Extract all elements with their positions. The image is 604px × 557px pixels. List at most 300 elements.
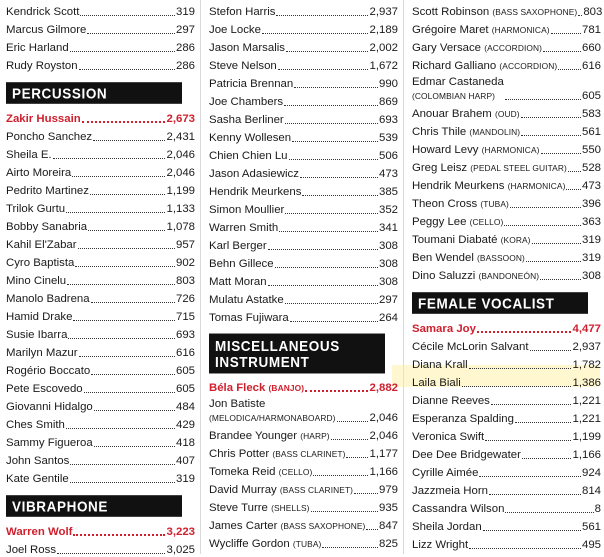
vote-count: 1,199: [572, 431, 601, 443]
dot-leader: [94, 410, 175, 411]
artist-name-text: Esperanza Spalding: [412, 413, 514, 425]
artist-name-text: Chien Chien Lu: [209, 150, 288, 162]
dot-leader: [300, 177, 378, 178]
artist-name-text: Veronica Swift: [412, 431, 485, 443]
category-header: VIBRAPHONE: [6, 495, 182, 517]
poll-entry: [0, 432, 198, 450]
poll-entry: [0, 288, 198, 306]
artist-name: [412, 322, 476, 336]
vote-count: 1,221: [572, 395, 601, 407]
dot-leader: [70, 464, 175, 465]
artist-name-text: Tomeka Reid: [209, 466, 276, 478]
dot-leader: [275, 267, 378, 268]
poll-entry: [203, 253, 401, 271]
dot-leader: [462, 386, 572, 387]
column-divider-1: [200, 0, 201, 554]
artist-name: [412, 466, 478, 480]
vote-count: 2,046: [166, 167, 195, 179]
vote-count: 2,002: [369, 42, 398, 54]
artist-name: [412, 143, 540, 157]
artist-name-text: John Santos: [6, 455, 70, 467]
poll-entry: [0, 234, 198, 252]
artist-name-text: Steve Turre: [209, 502, 268, 514]
poll-entry: [203, 91, 401, 109]
vote-count: 2,046: [369, 430, 398, 442]
artist-name: [6, 5, 79, 19]
artist-name: [412, 5, 577, 19]
instrument-label: (BASS CLARINET): [279, 485, 354, 495]
artist-name: [209, 429, 330, 443]
artist-name-text: Trilok Gurtu: [6, 203, 66, 215]
vote-count: 726: [175, 293, 195, 305]
dot-leader: [79, 356, 175, 357]
vote-count: 561: [581, 521, 601, 533]
artist-name-text: Chris Thile: [412, 126, 467, 138]
poll-entry: [406, 390, 604, 408]
vote-count: 2,431: [166, 131, 195, 143]
vote-count: 539: [378, 132, 398, 144]
dot-leader: [489, 494, 581, 495]
instrument-label: (SHELLS): [271, 503, 310, 513]
artist-name: [209, 275, 267, 289]
artist-name: [412, 161, 567, 175]
vote-count: 693: [378, 114, 398, 126]
artist-name: [209, 465, 312, 479]
artist-name: [412, 179, 565, 193]
dot-leader: [558, 69, 581, 70]
artist-name: [209, 239, 267, 253]
instrument-label: (BANDONEÓN): [478, 271, 540, 281]
poll-entry: [0, 270, 198, 288]
poll-entry: [203, 497, 401, 515]
dot-leader: [80, 15, 175, 16]
vote-count: 583: [581, 108, 601, 120]
vote-count: 407: [175, 455, 195, 467]
poll-entry: [0, 144, 198, 162]
artist-name: [209, 397, 336, 425]
poll-entry: [203, 73, 401, 91]
vote-count: 506: [378, 150, 398, 162]
instrument-label: (BASS SAXOPHONE): [492, 7, 578, 17]
artist-name: [209, 149, 288, 163]
poll-column-3: [406, 0, 604, 552]
artist-name: [6, 525, 72, 539]
vote-count: 990: [378, 78, 398, 90]
artist-name: [6, 23, 86, 37]
vote-count: 1,782: [572, 359, 601, 371]
vote-count: 814: [581, 485, 601, 497]
artist-name: [6, 130, 92, 144]
dot-leader: [532, 243, 581, 244]
artist-name: [412, 125, 520, 139]
vote-count: 1,078: [166, 221, 195, 233]
artist-name: [412, 23, 550, 37]
dot-leader: [279, 231, 378, 232]
dot-leader: [53, 158, 166, 159]
artist-name-text: David Murray: [209, 484, 277, 496]
poll-entry: [203, 19, 401, 37]
artist-name-text: Simon Moullier: [209, 204, 285, 216]
category-header: FEMALE VOCALIST: [412, 292, 588, 314]
artist-name: [209, 23, 261, 37]
dot-leader: [469, 548, 581, 549]
artist-name-text: Diana Krall: [412, 359, 468, 371]
artist-name: [412, 394, 490, 408]
artist-name-text: Kenny Wollesen: [209, 132, 292, 144]
dot-leader: [311, 511, 378, 512]
poll-entry: [0, 1, 198, 19]
poll-entry: [406, 55, 604, 73]
artist-name: [412, 251, 525, 265]
dot-leader: [284, 105, 378, 106]
dot-leader: [91, 374, 175, 375]
dot-leader: [522, 458, 572, 459]
artist-name: [412, 484, 488, 498]
artist-name: [209, 447, 345, 461]
vote-count: 473: [581, 180, 601, 192]
poll-entry: [406, 516, 604, 534]
winner-entry: [0, 108, 198, 126]
poll-entry: [0, 180, 198, 198]
instrument-label: (BANJO): [268, 383, 305, 393]
instrument-label: (CELLO): [469, 217, 504, 227]
artist-name-text: Cyro Baptista: [6, 257, 75, 269]
artist-name-text: Joe Chambers: [209, 96, 284, 108]
vote-count: 781: [581, 24, 601, 36]
vote-count: 924: [581, 467, 601, 479]
vote-count: 1,386: [572, 377, 601, 389]
poll-entry: [0, 252, 198, 270]
vote-count: 363: [581, 216, 601, 228]
vote-count: 902: [175, 257, 195, 269]
vote-count: 3,223: [166, 526, 195, 538]
artist-name: [6, 166, 71, 180]
dot-leader: [93, 140, 165, 141]
poll-entry: [203, 443, 401, 461]
poll-entry: [203, 425, 401, 443]
dot-leader: [87, 33, 175, 34]
poll-entry: [406, 175, 604, 193]
artist-name: [209, 537, 321, 551]
artist-name-text: Joel Ross: [6, 544, 57, 556]
artist-name: [6, 148, 52, 162]
artist-name-text: Dee Dee Bridgewater: [412, 449, 521, 461]
artist-name-text: Toumani Diabaté: [412, 234, 498, 246]
vote-count: 2,046: [369, 412, 398, 424]
artist-name-text: Gary Versace: [412, 42, 482, 54]
vote-count: 2,189: [369, 24, 398, 36]
artist-name-text: Marilyn Mazur: [6, 347, 78, 359]
poll-entry: [203, 55, 401, 73]
poll-entry: [203, 515, 401, 533]
poll-entry: [0, 55, 198, 73]
dot-leader: [292, 141, 378, 142]
dot-leader: [469, 368, 572, 369]
poll-entry: [406, 73, 604, 103]
dot-leader: [70, 482, 175, 483]
vote-count: 297: [175, 24, 195, 36]
poll-entry: [406, 480, 604, 498]
dot-leader: [515, 422, 572, 423]
vote-count: 1,672: [369, 60, 398, 72]
dot-leader: [66, 212, 165, 213]
poll-entry: [406, 103, 604, 121]
poll-entry: [406, 193, 604, 211]
instrument-label: (TUBA): [480, 199, 509, 209]
artist-name: [6, 310, 72, 324]
poll-entry: [203, 109, 401, 127]
poll-entry: [0, 342, 198, 360]
artist-name-text: Jazzmeia Horn: [412, 485, 488, 497]
dot-leader: [75, 266, 175, 267]
poll-section: [0, 1, 198, 73]
dot-leader: [66, 428, 175, 429]
dot-leader: [366, 529, 378, 530]
artist-name: [209, 185, 301, 199]
poll-section: [0, 73, 198, 486]
vote-count: 605: [175, 383, 195, 395]
vote-count: 473: [378, 168, 398, 180]
artist-name-text: Laila Biali: [412, 377, 461, 389]
artist-name-text: Hendrik Meurkens: [412, 180, 505, 192]
dot-leader: [568, 171, 581, 172]
poll-entry: [203, 217, 401, 235]
artist-name: [209, 519, 365, 533]
winner-entry: [0, 521, 198, 539]
dot-leader: [286, 51, 369, 52]
poll-entry: [0, 216, 198, 234]
poll-entry: [203, 145, 401, 163]
vote-count: 1,177: [369, 448, 398, 460]
poll-entry: [0, 324, 198, 342]
artist-name-text: Giovanni Hidalgo: [6, 401, 93, 413]
vote-count: 308: [581, 270, 601, 282]
poll-entry: [203, 533, 401, 551]
poll-entry: [406, 37, 604, 55]
artist-name: [6, 543, 56, 557]
artist-name: [6, 400, 93, 414]
artist-name: [412, 75, 504, 103]
artist-name-text: Susie Ibarra: [6, 329, 68, 341]
dot-leader: [70, 51, 175, 52]
dot-leader: [276, 15, 368, 16]
artist-name-text: Pete Escovedo: [6, 383, 83, 395]
dot-leader: [485, 440, 571, 441]
poll-section: [0, 486, 198, 557]
vote-count: 1,166: [369, 466, 398, 478]
artist-name-text: Wycliffe Gordon: [209, 538, 290, 550]
dot-leader: [73, 320, 175, 321]
artist-name: [6, 436, 93, 450]
artist-name-text: Kendrick Scott: [6, 6, 80, 18]
vote-count: 935: [378, 502, 398, 514]
artist-name: [6, 364, 90, 378]
poll-entry: [0, 378, 198, 396]
artist-name: [6, 418, 65, 432]
artist-name-text: Dianne Reeves: [412, 395, 490, 407]
artist-name-text: Greg Leisz: [412, 162, 468, 174]
poll-entry: [406, 139, 604, 157]
artist-name: [209, 167, 299, 181]
vote-count: 803: [583, 6, 603, 18]
dot-leader: [285, 213, 378, 214]
vote-count: 869: [378, 96, 398, 108]
poll-entry: [0, 162, 198, 180]
instrument-label: (KORA): [500, 235, 531, 245]
artist-name: [209, 501, 310, 515]
vote-count: 847: [378, 520, 398, 532]
artist-name-text: Kahil El'Zabar: [6, 239, 77, 251]
vote-count: 319: [581, 252, 601, 264]
instrument-label: (ACCORDION): [499, 61, 558, 71]
vote-count: 825: [378, 538, 398, 550]
instrument-label: (HARP): [300, 431, 330, 441]
poll-column-1: [0, 0, 198, 557]
instrument-label: (HARMONICA): [481, 145, 540, 155]
artist-name: [412, 358, 468, 372]
artist-name: [6, 328, 67, 342]
vote-count: 693: [175, 329, 195, 341]
artist-name: [6, 382, 83, 396]
artist-name-text: Sheila E.: [6, 149, 52, 161]
artist-name-text: Richard Galliano: [412, 60, 497, 72]
artist-name-text: Marcus Gilmore: [6, 24, 87, 36]
artist-name-text: Bobby Sanabria: [6, 221, 88, 233]
poll-entry: [0, 396, 198, 414]
vote-count: 616: [581, 60, 601, 72]
artist-name: [209, 5, 275, 19]
instrument-label: (BASS SAXOPHONE): [280, 521, 366, 531]
instrument-label: (PEDAL STEEL GUITAR): [470, 163, 567, 173]
vote-count: 286: [175, 42, 195, 54]
dot-leader: [566, 189, 581, 190]
vote-count: 429: [175, 419, 195, 431]
poll-entry: [406, 211, 604, 229]
artist-name: [209, 95, 283, 109]
vote-count: 484: [175, 401, 195, 413]
artist-name: [209, 483, 353, 497]
poll-entry: [0, 126, 198, 144]
artist-name-text: Jason Adasiewicz: [209, 168, 299, 180]
instrument-label: (MELODICA/HARMONABOARD): [209, 413, 336, 423]
artist-name: [412, 520, 482, 534]
dot-leader: [578, 15, 582, 16]
poll-entry: [203, 127, 401, 145]
artist-name: [6, 346, 78, 360]
category-header: MISCELLANEOUS INSTRUMENT: [209, 334, 385, 374]
dot-leader: [504, 225, 581, 226]
dot-leader: [302, 195, 378, 196]
vote-count: 495: [581, 539, 601, 551]
artist-name-text: Sheila Jordan: [412, 521, 482, 533]
artist-name-text: Lizz Wright: [412, 539, 469, 551]
poll-entry: [406, 247, 604, 265]
dot-leader: [285, 123, 378, 124]
dot-leader: [268, 285, 378, 286]
dot-leader: [521, 135, 581, 136]
artist-name-text: Mulatu Astatke: [209, 294, 284, 306]
poll-entry: [0, 19, 198, 37]
artist-name-text: Steve Nelson: [209, 60, 277, 72]
artist-name: [209, 311, 289, 325]
dot-leader: [82, 121, 166, 123]
instrument-label: (ACCORDION): [484, 43, 543, 53]
artist-name-text: Ches Smith: [6, 419, 65, 431]
artist-name: [209, 203, 284, 217]
dot-leader: [491, 404, 572, 405]
dot-leader: [285, 303, 378, 304]
vote-count: 605: [175, 365, 195, 377]
dot-leader: [331, 439, 369, 440]
artist-name: [412, 233, 531, 247]
artist-name-text: Cyrille Aimée: [412, 467, 479, 479]
vote-count: 319: [175, 473, 195, 485]
vote-count: 4,477: [572, 323, 601, 335]
poll-entry: [406, 121, 604, 139]
vote-count: 396: [581, 198, 601, 210]
vote-count: 341: [378, 222, 398, 234]
artist-name-text: Stefon Harris: [209, 6, 276, 18]
dot-leader: [294, 87, 378, 88]
artist-name: [412, 502, 504, 516]
artist-name-text: Howard Levy: [412, 144, 479, 156]
poll-entry: [406, 354, 604, 372]
poll-entry: [406, 265, 604, 283]
dot-leader: [540, 279, 581, 280]
dot-leader: [477, 331, 572, 333]
poll-entry: [406, 1, 604, 19]
artist-name: [412, 107, 520, 121]
poll-entry: [203, 395, 401, 425]
dot-leader: [510, 207, 581, 208]
poll-entry: [406, 444, 604, 462]
instrument-label: (TUBA): [292, 539, 322, 549]
artist-name: [6, 472, 69, 486]
instrument-label: (BASSOON): [477, 253, 525, 263]
artist-name-text: Sammy Figueroa: [6, 437, 93, 449]
poll-entry: [0, 198, 198, 216]
poll-entry: [203, 479, 401, 497]
poll-entry: [203, 235, 401, 253]
artist-name: [6, 184, 89, 198]
poll-entry: [203, 199, 401, 217]
artist-name-text: Warren Wolf: [6, 526, 73, 538]
artist-name-text: Peggy Lee: [412, 216, 467, 228]
artist-name-text: Cécile McLorin Salvant: [412, 341, 529, 353]
dot-leader: [526, 261, 581, 262]
winner-entry: [203, 377, 401, 395]
poll-entry: [0, 468, 198, 486]
artist-name-text: Samara Joy: [412, 323, 476, 335]
artist-name-text: Edmar Castaneda: [412, 76, 504, 88]
artist-name-text: Chris Potter: [209, 448, 270, 460]
dot-leader: [346, 457, 368, 458]
vote-count: 803: [175, 275, 195, 287]
artist-name: [209, 257, 274, 271]
artist-name-text: Hendrik Meurkens: [209, 186, 302, 198]
dot-leader: [337, 421, 369, 422]
artist-name: [6, 59, 78, 73]
artist-name-text: Warren Smith: [209, 222, 279, 234]
vote-count: 319: [175, 6, 195, 18]
artist-name-text: Brandee Younger: [209, 430, 298, 442]
artist-name: [412, 197, 509, 211]
artist-name-text: Theon Cross: [412, 198, 478, 210]
vote-count: 715: [175, 311, 195, 323]
artist-name-text: Rudy Royston: [6, 60, 78, 72]
instrument-label: (COLOMBIAN HARP): [412, 91, 496, 101]
vote-count: 605: [581, 90, 601, 102]
